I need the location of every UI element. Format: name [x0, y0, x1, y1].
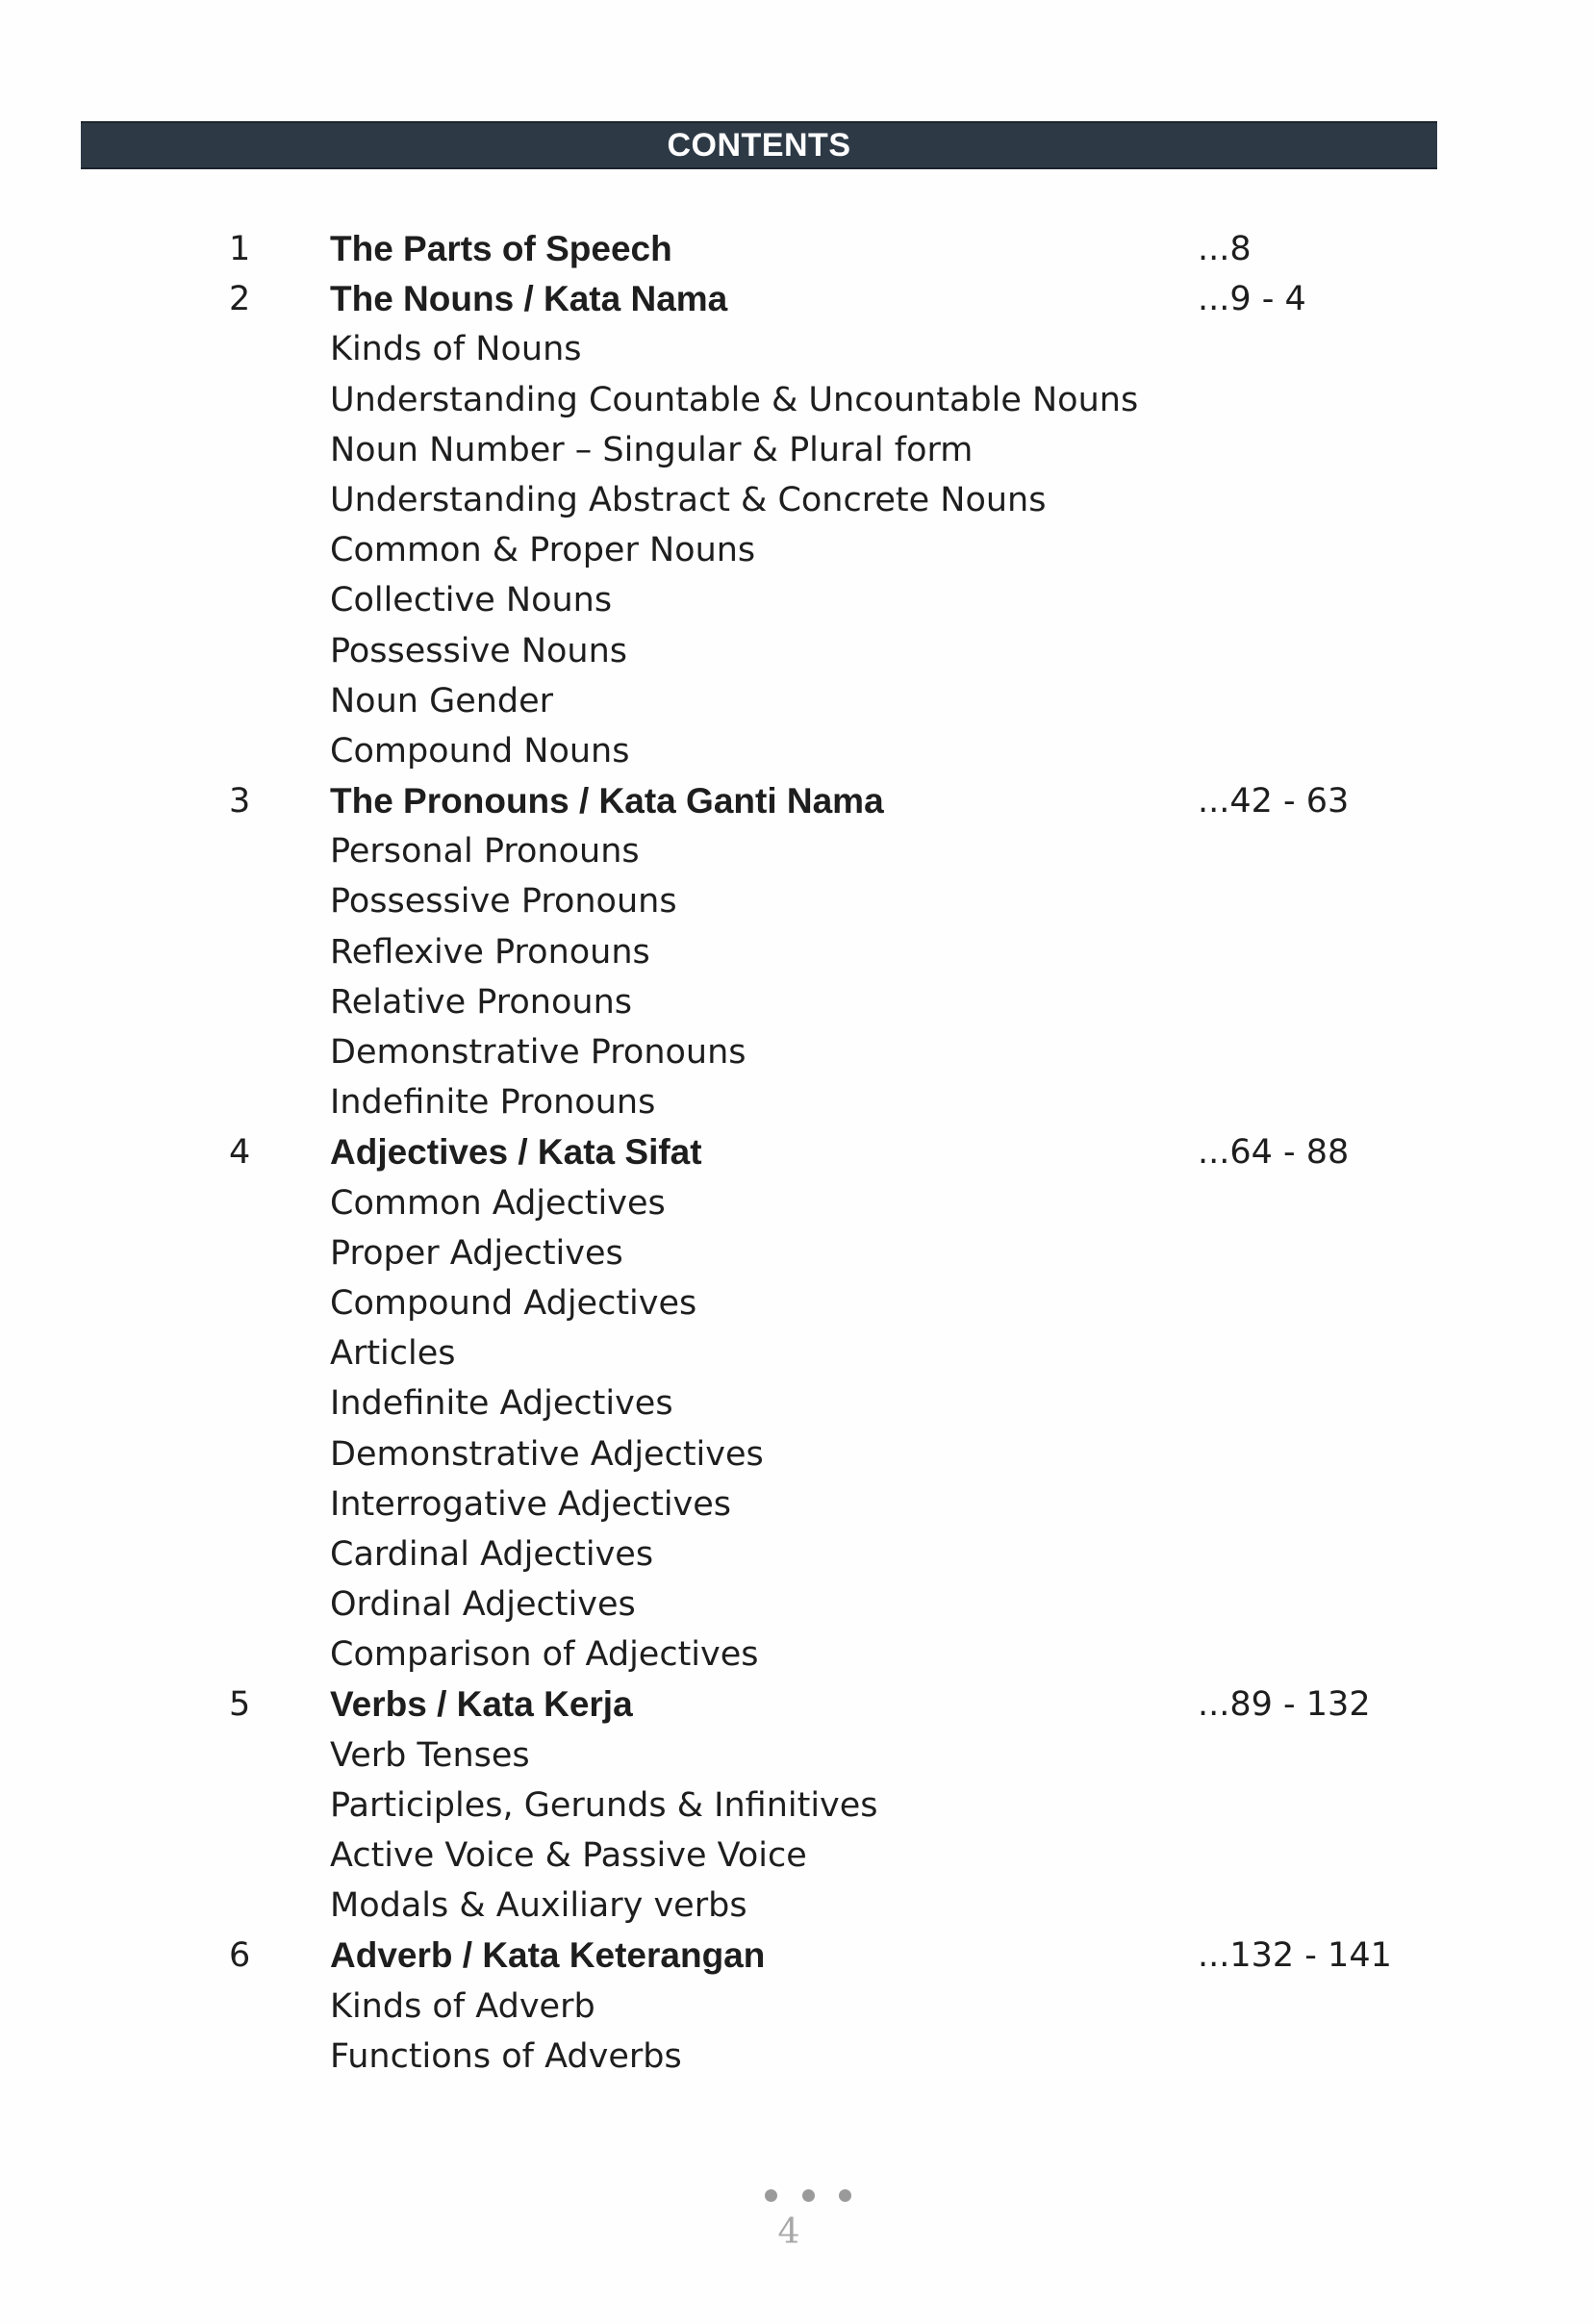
- subtopic-title: Personal Pronouns: [330, 832, 640, 872]
- subtopic-title: Compound Adjectives: [330, 1283, 697, 1323]
- toc-chapter-row: [0, 776, 1594, 826]
- chapter-number: 3: [229, 782, 251, 821]
- toc-subtopic-row: [0, 927, 1594, 977]
- subtopic-title: Noun Number – Singular & Plural form: [330, 430, 974, 469]
- toc-subtopic-row: [0, 1077, 1594, 1127]
- toc-subtopic-row: [0, 375, 1594, 425]
- toc-subtopic-row: [0, 575, 1594, 625]
- toc-chapter-row: [0, 274, 1594, 324]
- subtopic-title: Noun Gender: [330, 681, 554, 720]
- toc-subtopic-row: [0, 1881, 1594, 1931]
- subtopic-title: Common & Proper Nouns: [330, 531, 756, 570]
- toc-subtopic-row: [0, 1982, 1594, 2032]
- footer-dot: [765, 2189, 777, 2202]
- toc-subtopic-row: [0, 626, 1594, 676]
- subtopic-title: Compound Nouns: [330, 731, 630, 770]
- table-of-contents: [0, 224, 1594, 2082]
- subtopic-title: Demonstrative Adjectives: [330, 1434, 764, 1474]
- toc-subtopic-row: [0, 475, 1594, 525]
- subtopic-title: Active Voice & Passive Voice: [330, 1836, 807, 1875]
- subtopic-title: Indefinite Adjectives: [330, 1384, 673, 1424]
- chapter-title: Verbs / Kata Kerja: [330, 1684, 633, 1725]
- toc-subtopic-row: [0, 1579, 1594, 1629]
- toc-subtopic-row: [0, 1831, 1594, 1881]
- chapter-number: 2: [229, 280, 251, 319]
- subtopic-title: Collective Nouns: [330, 581, 613, 620]
- subtopic-title: Relative Pronouns: [330, 982, 632, 1022]
- toc-subtopic-row: [0, 425, 1594, 475]
- toc-subtopic-row: [0, 876, 1594, 926]
- chapter-title: The Parts of Speech: [330, 229, 672, 268]
- toc-subtopic-row: [0, 2032, 1594, 2082]
- chapter-number: 1: [229, 230, 251, 268]
- toc-subtopic-row: [0, 676, 1594, 726]
- toc-subtopic-row: [0, 826, 1594, 876]
- subtopic-title: Verb Tenses: [330, 1735, 530, 1775]
- toc-subtopic-row: [0, 1730, 1594, 1781]
- footer-dot: [802, 2189, 815, 2202]
- toc-subtopic-row: [0, 1328, 1594, 1378]
- toc-subtopic-row: [0, 1479, 1594, 1529]
- toc-chapter-row: [0, 1127, 1594, 1177]
- chapter-title: The Pronouns / Kata Ganti Nama: [330, 781, 884, 821]
- chapter-number: 4: [229, 1133, 251, 1173]
- chapter-pages: ...42 - 63: [1198, 782, 1350, 821]
- toc-subtopic-row: [0, 1429, 1594, 1479]
- toc-subtopic-row: [0, 726, 1594, 776]
- subtopic-title: Functions of Adverbs: [330, 2036, 682, 2076]
- footer-ornament: [765, 2189, 851, 2205]
- toc-subtopic-row: [0, 1781, 1594, 1831]
- subtopic-title: Possessive Nouns: [330, 631, 628, 670]
- subtopic-title: Demonstrative Pronouns: [330, 1033, 746, 1072]
- subtopic-title: Kinds of Adverb: [330, 1986, 595, 2026]
- subtopic-title: Proper Adjectives: [330, 1233, 623, 1273]
- toc-chapter-row: [0, 1931, 1594, 1981]
- toc-subtopic-row: [0, 977, 1594, 1027]
- toc-subtopic-row: [0, 1228, 1594, 1278]
- toc-subtopic-row: [0, 324, 1594, 374]
- subtopic-title: Common Adjectives: [330, 1183, 666, 1223]
- subtopic-title: Articles: [330, 1334, 456, 1374]
- toc-subtopic-row: [0, 1178, 1594, 1228]
- subtopic-title: Cardinal Adjectives: [330, 1534, 654, 1574]
- toc-subtopic-row: [0, 525, 1594, 575]
- contents-title: CONTENTS: [667, 126, 851, 164]
- subtopic-title: Understanding Abstract & Concrete Nouns: [330, 480, 1047, 519]
- subtopic-title: Understanding Countable & Uncountable Nouns: [330, 380, 1139, 419]
- chapter-pages: ...9 - 4: [1198, 280, 1306, 319]
- chapter-pages: ...64 - 88: [1198, 1133, 1350, 1173]
- chapter-title: Adjectives / Kata Sifat: [330, 1132, 702, 1173]
- subtopic-title: Interrogative Adjectives: [330, 1484, 732, 1524]
- toc-subtopic-row: [0, 1529, 1594, 1579]
- toc-chapter-row: [0, 1680, 1594, 1730]
- subtopic-title: Modals & Auxiliary verbs: [330, 1886, 747, 1926]
- page-number: 4: [777, 2212, 800, 2252]
- chapter-title: Adverb / Kata Keterangan: [330, 1935, 766, 1976]
- subtopic-title: Ordinal Adjectives: [330, 1585, 636, 1625]
- subtopic-title: Possessive Pronouns: [330, 882, 677, 922]
- subtopic-title: Indefinite Pronouns: [330, 1083, 656, 1123]
- chapter-number: 6: [229, 1936, 251, 1976]
- subtopic-title: Participles, Gerunds & Infinitives: [330, 1785, 878, 1825]
- chapter-pages: ...132 - 141: [1198, 1936, 1392, 1976]
- chapter-title: The Nouns / Kata Nama: [330, 279, 728, 319]
- subtopic-title: Comparison of Adjectives: [330, 1635, 759, 1675]
- toc-subtopic-row: [0, 1629, 1594, 1680]
- toc-subtopic-row: [0, 1378, 1594, 1428]
- chapter-pages: ...8: [1198, 230, 1252, 268]
- contents-header-bar: [81, 121, 1437, 169]
- toc-subtopic-row: [0, 1027, 1594, 1077]
- chapter-number: 5: [229, 1685, 251, 1725]
- toc-chapter-row: [0, 224, 1594, 274]
- subtopic-title: Kinds of Nouns: [330, 330, 582, 369]
- chapter-pages: ...89 - 132: [1198, 1685, 1371, 1725]
- subtopic-title: Reflexive Pronouns: [330, 932, 650, 972]
- toc-subtopic-row: [0, 1278, 1594, 1328]
- footer-dot: [839, 2189, 851, 2202]
